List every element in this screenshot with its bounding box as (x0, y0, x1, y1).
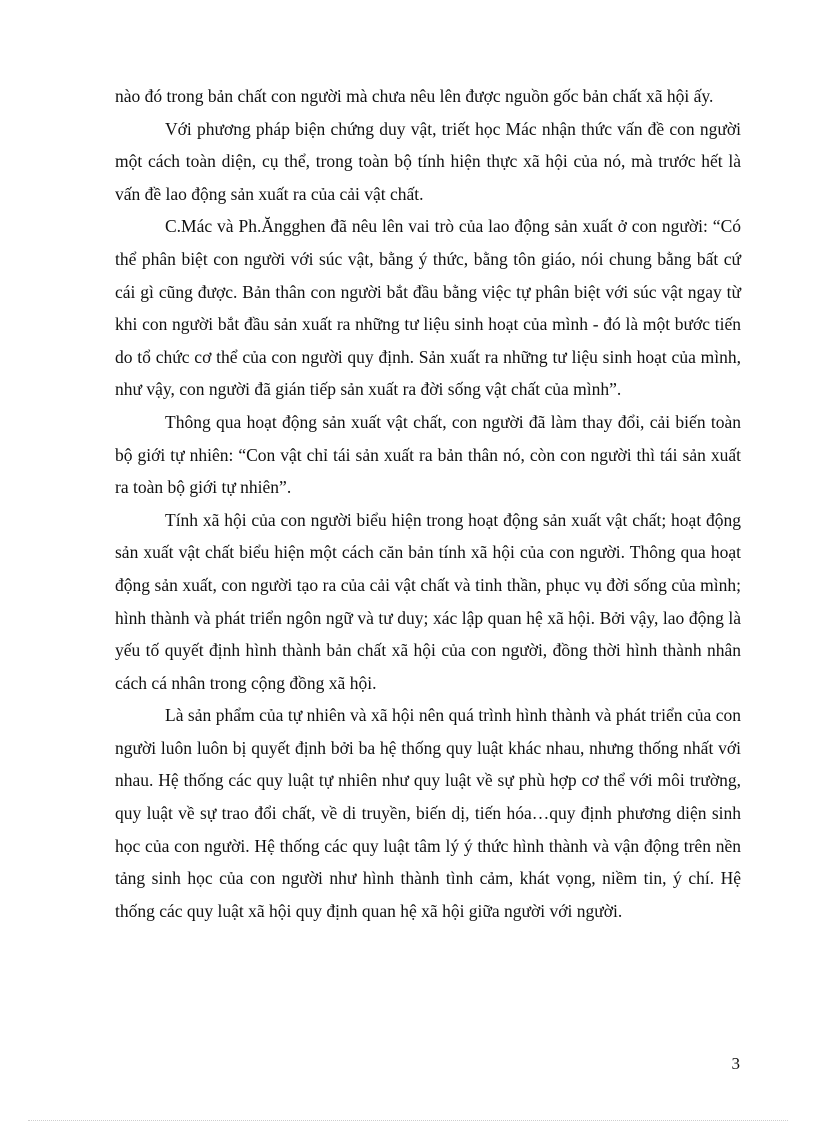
page-bottom-divider (28, 1120, 788, 1121)
paragraph: Là sản phẩm của tự nhiên và xã hội nên quá trình hình thành và phát triển của con người luôn luôn bị quyết định bởi ba hệ thống quy luật khác nhau, nhưng thống nhất với nhau. Hệ thống các quy luật tự nhiên như quy luật về sự phù hợp cơ thể với môi trường, quy luật về sự trao đổi chất, về di truyền, biến dị, tiến hóa…quy định phương diện sinh học của con người. Hệ thống các quy luật tâm lý ý thức hình thành và vận động trên nền tảng sinh học của con người như hình thành tình cảm, khát vọng, niềm tin, ý chí. Hệ thống các quy luật xã hội quy định quan hệ xã hội giữa người với người. (115, 705, 741, 921)
paragraph: C.Mác và Ph.Ăngghen đã nêu lên vai trò của lao động sản xuất ở con người: “Có thể phân biệt con người với súc vật, bằng ý thức, bằng tôn giáo, nói chung bằng bất cứ cái gì cũng được. Bản thân con người bắt đầu bằng việc tự phân biệt với súc vật ngay từ khi con người bắt đầu sản xuất ra những tư liệu sinh hoạt của mình - đó là một bước tiến do tổ chức cơ thể của con người quy định. Sản xuất ra những tư liệu sinh hoạt của mình, như vậy, con người đã gián tiếp sản xuất ra đời sống vật chất của mình”. (115, 216, 741, 400)
paragraph: Tính xã hội của con người biểu hiện trong hoạt động sản xuất vật chất; hoạt động sản xuất vật chất biểu hiện một cách căn bản tính xã hội của con người. Thông qua hoạt động sản xuất, con người tạo ra của cải vật chất và tinh thần, phục vụ đời sống của mình; hình thành và phát triển ngôn ngữ và tư duy; xác lập quan hệ xã hội. Bởi vậy, lao động là yếu tố quyết định hình thành bản chất xã hội của con người, đồng thời hình thành nhân cách cá nhân trong cộng đồng xã hội. (115, 509, 741, 693)
paragraph: Thông qua hoạt động sản xuất vật chất, con người đã làm thay đổi, cải biến toàn bộ giới tự nhiên: “Con vật chỉ tái sản xuất ra bản thân nó, còn con người thì tái sản xuất ra toàn bộ giới tự nhiên”. (115, 411, 741, 498)
paragraph: Với phương pháp biện chứng duy vật, triết học Mác nhận thức vấn đề con người một cách toàn diện, cụ thể, trong toàn bộ tính hiện thực xã hội của nó, mà trước hết là vấn đề lao động sản xuất ra của cải vật chất. (115, 118, 741, 204)
body-text (115, 80, 741, 927)
paragraph-continuation: nào đó trong bản chất con người mà chưa nêu lên được nguồn gốc bản chất xã hội ấy. (115, 86, 714, 106)
page-number: 3 (731, 1054, 740, 1073)
